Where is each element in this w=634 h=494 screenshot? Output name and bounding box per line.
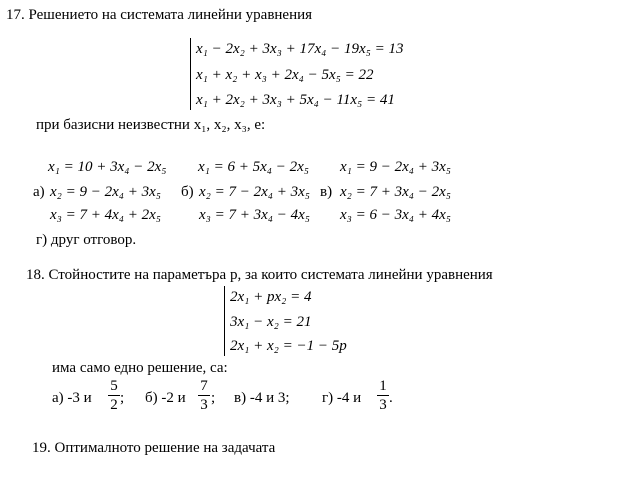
q17-basis-text: при базисни неизвестни x₁, x₂, x₃, е:	[36, 117, 266, 133]
q17-option-a-label: а)	[33, 184, 45, 200]
q18-option-d-fraction	[377, 378, 389, 413]
q18-option-b-separator: ;	[211, 390, 216, 406]
q17-option-c-line-2: x₂ = 7 + 3x₄ − 2x₅	[340, 184, 451, 200]
q17-option-c-line-1: x₁ = 9 − 2x₄ + 3x₅	[340, 159, 451, 175]
q18-option-a-numerator: 5	[110, 378, 118, 394]
q17-equation-2: x₁ + x₂ + x₃ + 2x₄ − 5x₅ = 22	[196, 67, 374, 83]
q17-option-a-line-1: x₁ = 10 + 3x₄ − 2x₅	[48, 159, 167, 175]
q17-equation-1: x₁ − 2x₂ + 3x₃ + 17x₄ − 19x₅ = 13	[196, 41, 404, 57]
q18-option-a-separator: ;	[120, 390, 125, 406]
q17-option-b-line-1: x₁ = 6 + 5x₄ − 2x₅	[198, 159, 309, 175]
q18-option-a-text: а) -3 и	[52, 390, 92, 406]
q18-option-b-fraction-bar	[198, 395, 210, 396]
q18-option-b-text: б) -2 и	[145, 390, 186, 406]
q18-equation-2: 3x₁ − x₂ = 21	[230, 314, 312, 330]
q18-option-a-fraction-bar	[108, 395, 120, 396]
q18-option-b-denominator: 3	[200, 397, 208, 413]
q18-option-d-denominator: 3	[379, 397, 387, 413]
q17-option-b-line-2: x₂ = 7 − 2x₄ + 3x₅	[199, 184, 310, 200]
q18-option-c: в) -4 и 3;	[234, 390, 290, 406]
q17-option-b-line-3: x₃ = 7 + 3x₄ − 4x₅	[199, 207, 310, 223]
q18-option-b-fraction	[198, 378, 210, 413]
q17-option-c-line-3: x₃ = 6 − 3x₄ + 4x₅	[340, 207, 451, 223]
q17-option-a-line-3: x₃ = 7 + 4x₄ + 2x₅	[50, 207, 161, 223]
q17-option-b-label: б)	[181, 184, 194, 200]
q18-option-a-denominator: 2	[110, 397, 118, 413]
q18-unique-text: има само едно решение, са:	[52, 360, 228, 376]
q19-title: 19. Оптималното решение на задачата	[32, 440, 276, 456]
q17-equation-3: x₁ + 2x₂ + 3x₃ + 5x₄ − 11x₅ = 41	[196, 92, 395, 108]
q18-equation-3: 2x₁ + x₂ = −1 − 5p	[230, 338, 347, 354]
q17-option-d: г) друг отговор.	[36, 232, 137, 248]
q18-option-d-text: г) -4 и	[322, 390, 362, 406]
q17-title: 17. Решението на системата линейни уравнения	[6, 7, 313, 23]
q18-option-d-numerator: 1	[379, 378, 387, 394]
q17-system-bracket	[190, 38, 191, 110]
q18-option-d-fraction-bar	[377, 395, 389, 396]
q18-equation-1: 2x₁ + px₂ = 4	[230, 289, 312, 305]
q17-option-c-label: в)	[320, 184, 333, 200]
q18-option-b-numerator: 7	[200, 378, 208, 394]
q18-option-d-separator: .	[389, 390, 393, 406]
q18-title: 18. Стойностите на параметъра p, за които системата линейни уравнения	[26, 267, 493, 283]
q18-option-a-fraction	[108, 378, 120, 413]
q18-system-bracket	[224, 286, 225, 356]
q17-option-a-line-2: x₂ = 9 − 2x₄ + 3x₅	[50, 184, 161, 200]
